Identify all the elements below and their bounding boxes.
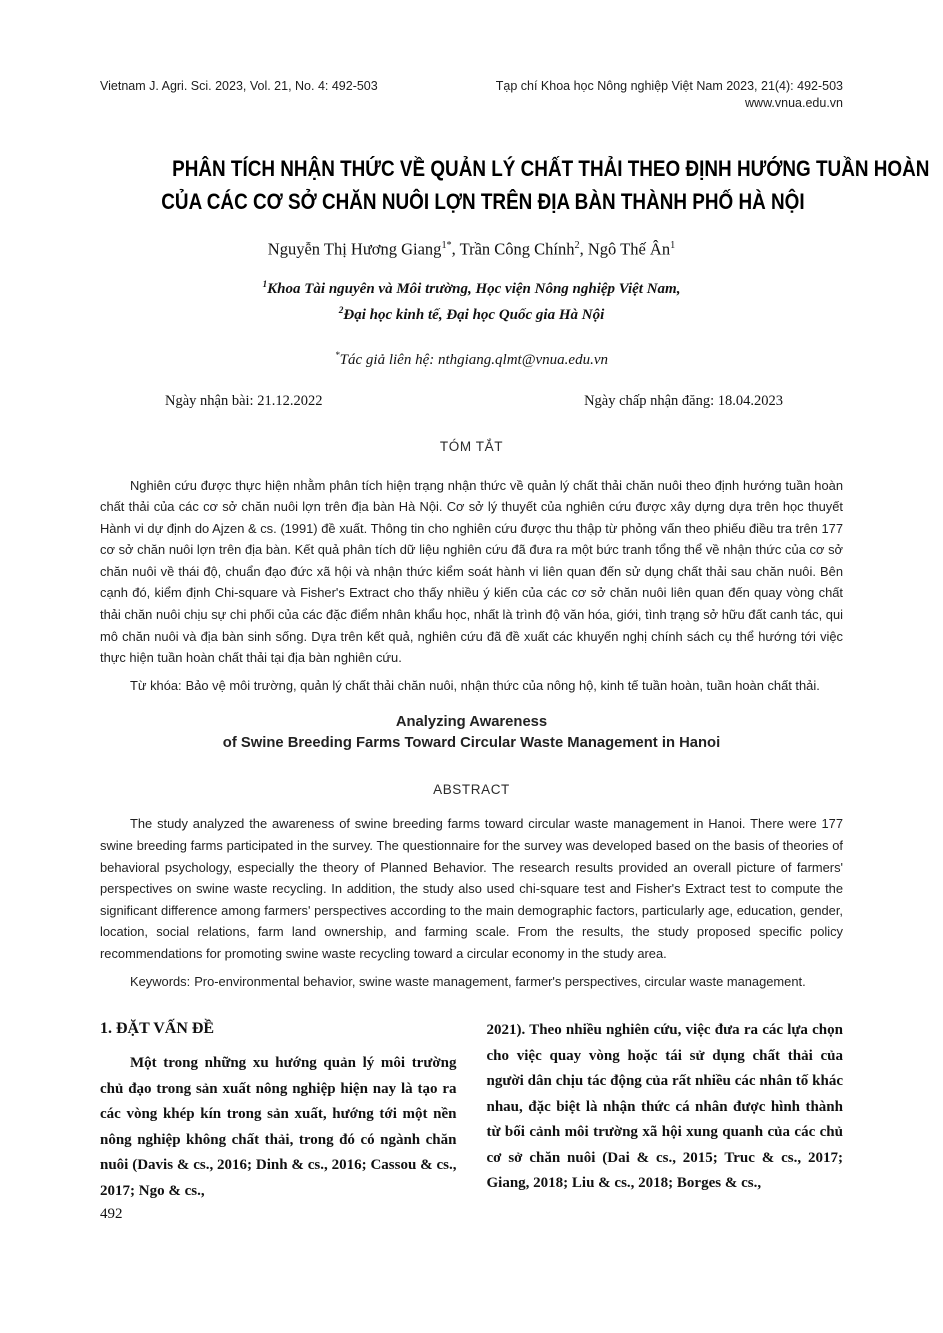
keywords-en-label: Keywords: <box>130 973 191 989</box>
affiliation-2-superscript: 2 <box>338 305 344 316</box>
abstract-vi-heading: TÓM TẮT <box>439 438 504 454</box>
abstract-en-heading: ABSTRACT <box>433 782 510 798</box>
abstract-vi-body: Nghiên cứu được thực hiện nhằm phân tích hiện trạng nhận thức về quản lý chất thải chăn nuôi theo định hướng tuần hoàn chất thải của các cơ sở chăn nuôi lợn trên địa bàn Hà Nội. Cơ sở lý thuyết của nghiên cứu được xây dựng dựa trên học thuyết Hành vi dự định do Ajzen & cs. (1991) đề xuất. Thông tin cho nghiên cứu được thu thập từ phỏng vấn theo phiếu điều tra trên 177 cơ sở chăn nuôi lợn trên địa bàn. Kết quả phân tích dữ liệu nghiên cứu đã đưa ra một bức tranh tổng thể về nhận thức của cơ sở chăn nuôi về thái độ, chuẩn đạo đức xã hội và nhận thức kiểm soát hành vi liên quan đến sử dụng chất thải sau chăn nuôi. Bên cạnh đó, kiểm định Chi-square và Fisher's Extract cho thấy nhiều ý kiến của các cơ sở chăn nuôi liên quan đến quay vòng chất thải chăn nuôi chịu sự chi phối của các đặc điểm nhân khẩu học, nhất là trình độ văn hóa, giới, tình trạng sở hữu đất canh tác, qui mô chăn nuôi và địa bàn sinh sống. Dựa trên kết quả, nghiên cứu đã đề xuất các khuyến nghị chính sách cụ thể hướng tới việc thực hiện tuần hoàn chất thải tại địa bàn nghiên cứu. <box>100 477 843 666</box>
intro-paragraph-right: 2021). Theo nhiều nghiên cứu, việc đưa ra các lựa chọn cho việc quay vòng hoặc tái sử dụng chất thải của người dân chịu tác động của rất nhiều các nhân tố khác nhau, đặc biệt là nhận thức cá nhân được hình thành từ bối cảnh môi trường xã hội xung quanh của các chủ cơ sở chăn nuôi (Dai & cs., 2015; Truc & cs., 2017; Giang, 2018; Liu & cs., 2018; Borges & cs., <box>486 1022 843 1192</box>
date-received: Ngày nhận bài: 21.12.2022 <box>165 392 323 409</box>
corresponding-author-line <box>100 346 843 371</box>
author-3-name: Ngô Thế Ân <box>587 239 671 259</box>
paper-title-en <box>100 712 843 754</box>
author-3-superscript: 1 <box>670 240 676 251</box>
keywords-vi-label: Từ khóa: <box>130 677 182 693</box>
corresponding-author-text: Tác giả liên hệ: nthgiang.qlmt@vnua.edu.vn <box>339 351 608 368</box>
journal-website-url: www.vnua.edu.vn <box>745 96 843 110</box>
author-separator: , <box>579 239 588 259</box>
intro-two-columns <box>100 1018 843 1204</box>
paper-title-en-line2: of Swine Breeding Farms Toward Circular Waste Management in Hanoi <box>222 735 721 752</box>
section-1-heading: 1. ĐẶT VẤN ĐỀ <box>100 1020 215 1038</box>
paper-title-vi-line1: PHÂN TÍCH NHẬN THỨC VỀ QUẢN LÝ CHẤT THẢI THEO ĐỊNH HƯỚNG TUẦN HOÀN <box>172 156 930 181</box>
paper-title-vi <box>100 152 930 218</box>
keywords-vi <box>100 675 843 697</box>
author-2-superscript: 2 <box>574 240 580 251</box>
author-1-name: Nguyễn Thị Hương Giang <box>267 239 442 259</box>
abstract-en <box>100 813 843 992</box>
affiliation-2 <box>100 300 843 326</box>
author-2-name: Trần Công Chính <box>459 239 575 259</box>
date-accepted: Ngày chấp nhận đăng: 18.04.2023 <box>584 392 783 409</box>
journal-header-right <box>496 78 843 112</box>
journal-name-vi: Tạp chí Khoa học Nông nghiệp Việt Nam 2023, 21(4): 492-503 <box>495 79 843 93</box>
intro-column-right <box>487 1018 844 1204</box>
keywords-en <box>100 971 843 993</box>
paper-title-en-line1: Analyzing Awareness <box>395 714 548 731</box>
abstract-en-body: The study analyzed the awareness of swine breeding farms toward circular waste management in Hanoi. There were 177 swine breeding farms participated in the survey. The questionnaire for the survey was developed based on the basis of theories of behavioral psychology, especially the theory of Planned Behavior. The research results provided an overall picture of farmers' perspectives on swine waste recycling. In addition, the study also used chi-square test and Fisher's Extract test to compute the significant difference among farmers' perspectives according to the main demographic factors, particularly age, education, gender, location, social relations, farm land ownership, and farming scale. From the results, the study proposed specific policy recommendations for promoting swine waste recycling toward a circular economy in the study area. <box>100 816 843 961</box>
affiliation-1 <box>100 274 843 300</box>
page-number: 492 <box>100 1206 123 1222</box>
abstract-vi <box>100 475 843 697</box>
affiliations <box>100 274 843 326</box>
affiliation-1-text: Khoa Tài nguyên và Môi trường, Học viện Nông nghiệp Việt Nam, <box>267 280 681 297</box>
keywords-en-text: Pro-environmental behavior, swine waste management, farmer's perspectives, circular waste management. <box>194 973 806 989</box>
authors-line <box>100 234 843 262</box>
journal-header-left: Vietnam J. Agri. Sci. 2023, Vol. 21, No. 4: 492-503 <box>100 79 378 93</box>
journal-header <box>100 78 843 112</box>
author-1-superscript: 1* <box>441 240 452 251</box>
affiliation-2-text: Đại học kinh tế, Đại học Quốc gia Hà Nội <box>343 306 605 323</box>
keywords-vi-text: Bảo vệ môi trường, quản lý chất thải chăn nuôi, nhận thức của nông hộ, kinh tế tuần hoàn, tuần hoàn chất thải. <box>185 677 820 693</box>
paper-title-vi-line2: CỦA CÁC CƠ SỞ CHĂN NUÔI LỢN TRÊN ĐỊA BÀN THÀNH PHỐ HÀ NỘI <box>161 189 805 214</box>
intro-column-left <box>100 1018 457 1204</box>
intro-paragraph-left: Một trong những xu hướng quản lý môi trường chủ đạo trong sản xuất nông nghiệp hiện nay là tạo ra các vòng khép kín trong sản xuất, hướng tới một nền nông nghiệp không chất thải, trong đó có ngành chăn nuôi (Davis & cs., 2016; Dinh & cs., 2016; Cassou & cs., 2017; Ngo & cs., <box>100 1055 457 1199</box>
affiliation-1-superscript: 1 <box>262 279 268 290</box>
submission-dates <box>100 391 843 411</box>
author-separator: , <box>451 239 460 259</box>
corresponding-author-asterisk: * <box>335 350 340 361</box>
